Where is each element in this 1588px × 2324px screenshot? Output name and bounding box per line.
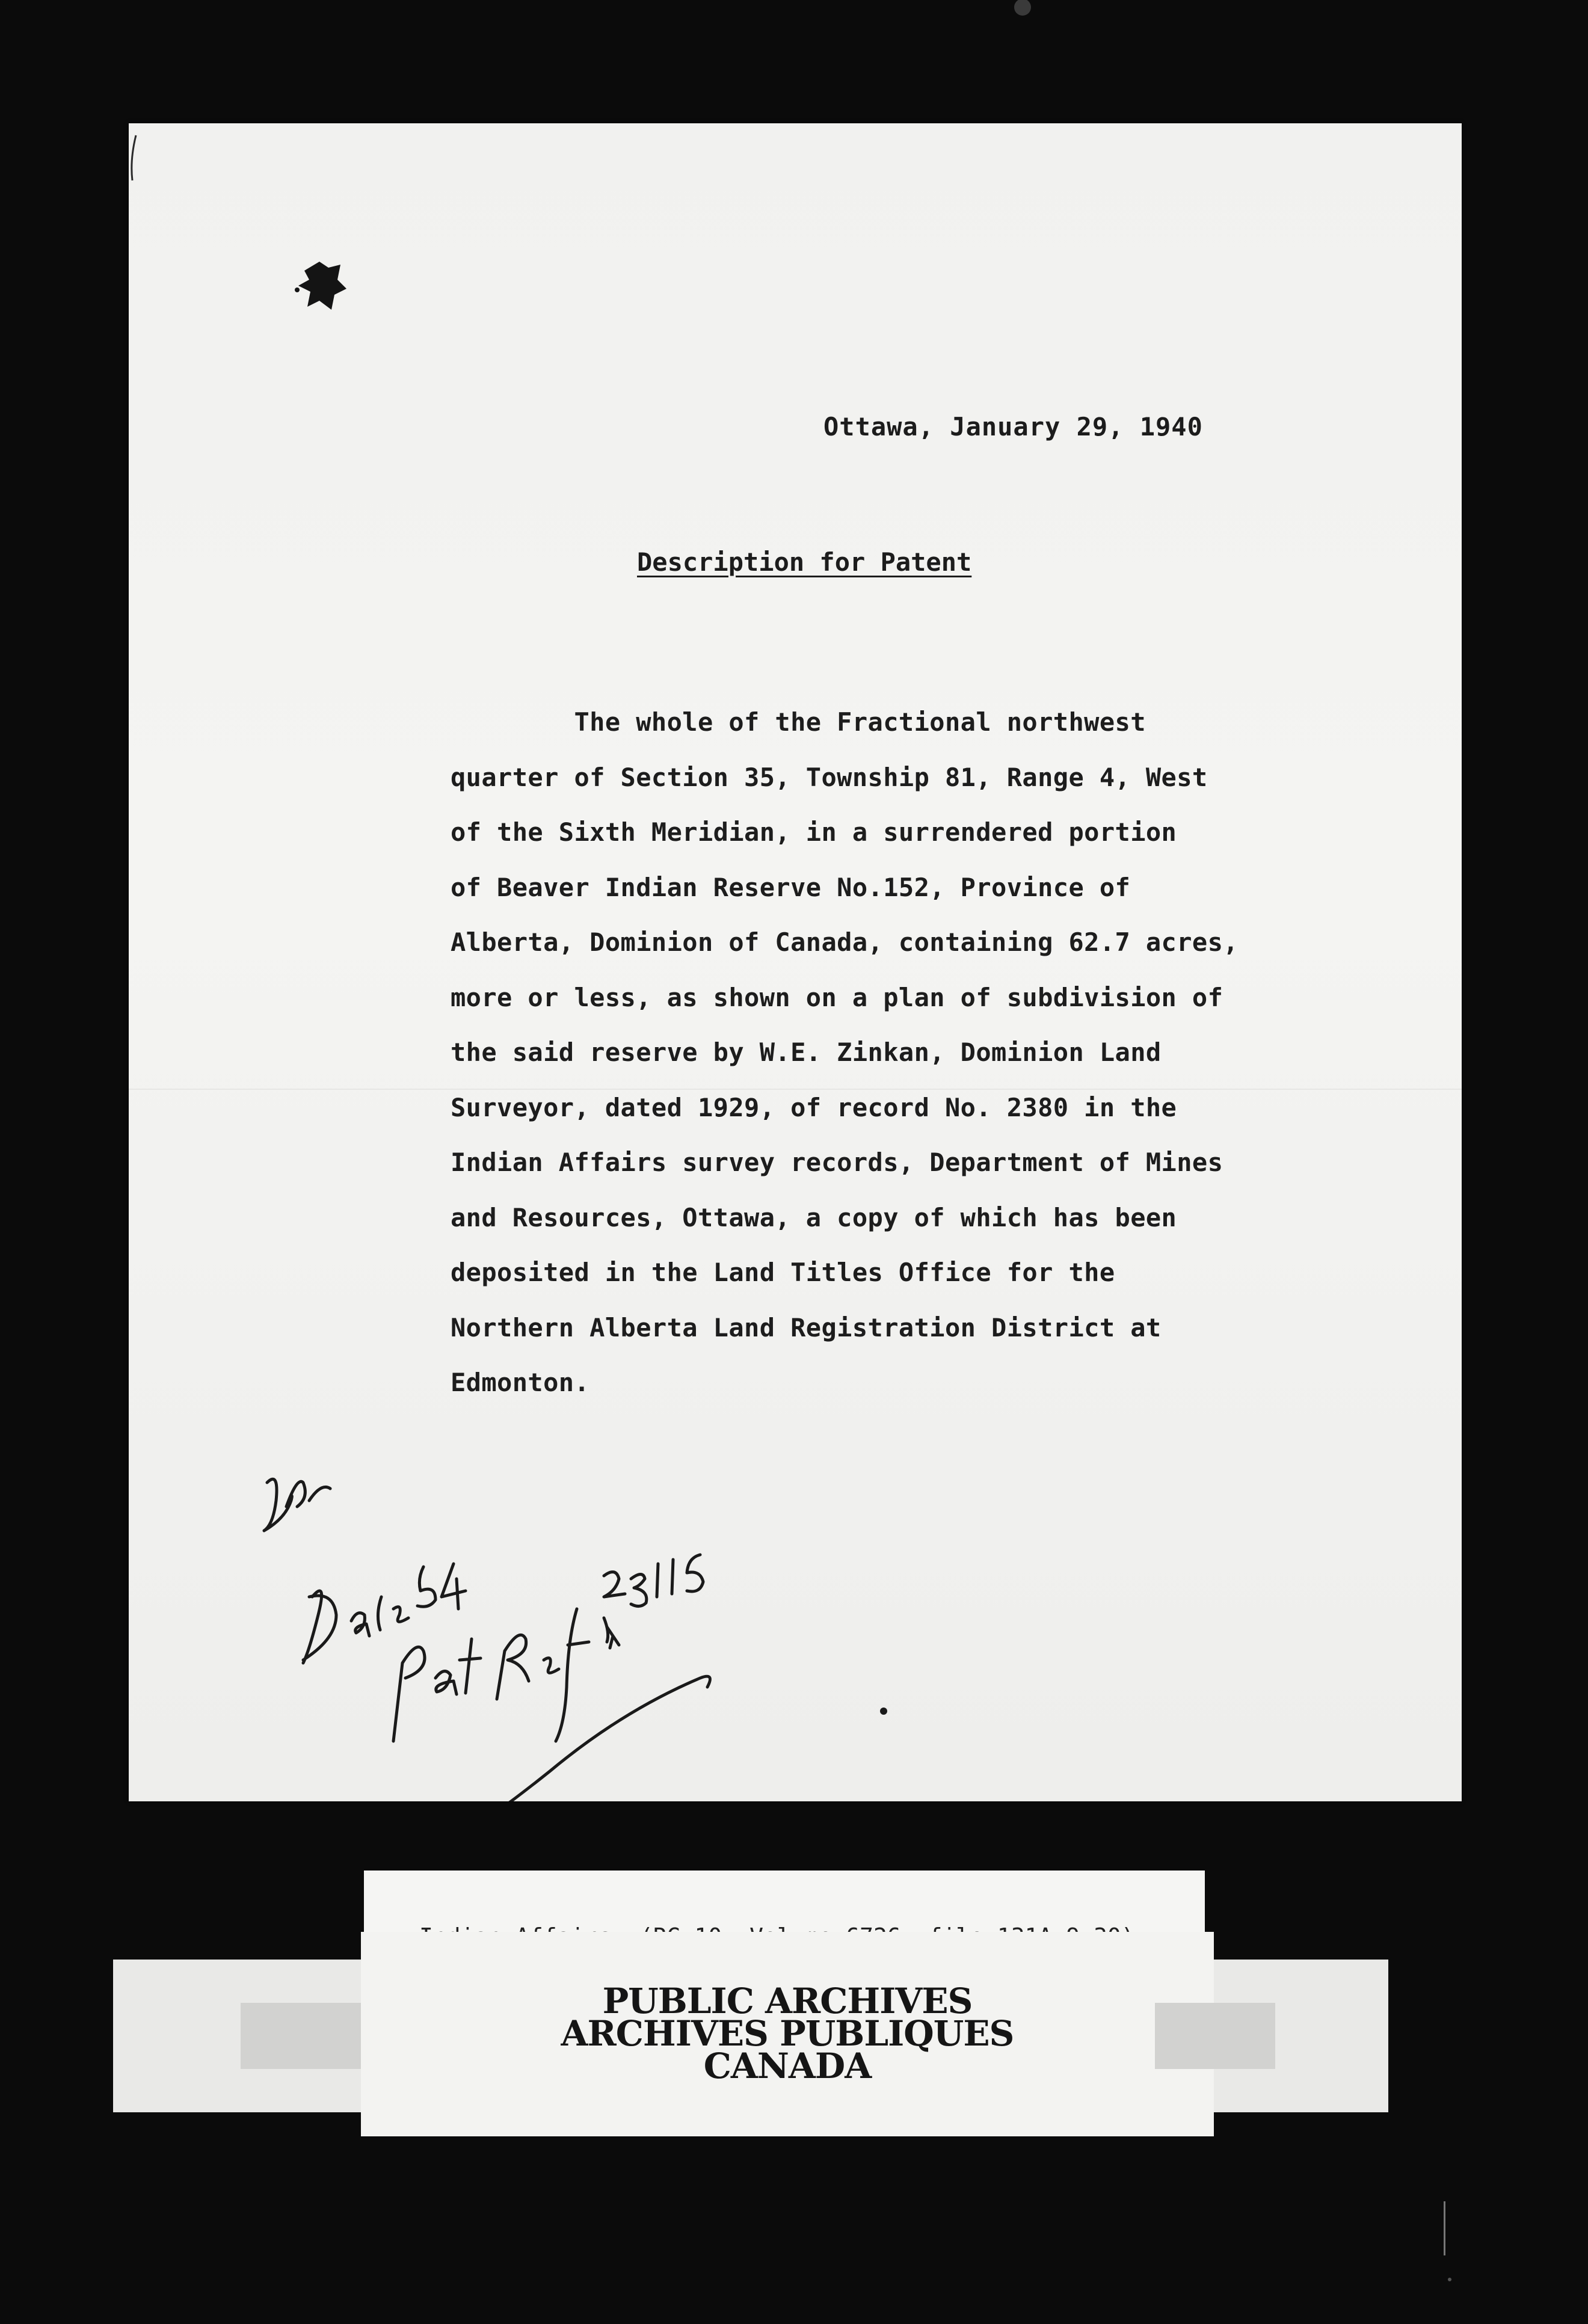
stamp-line-country: CANADA (703, 2046, 872, 2086)
body-line: The whole of the Fractional northwest (451, 707, 1146, 737)
body-line: of Beaver Indian Reserve No.152, Province of (451, 872, 1131, 902)
document-title: Description for Patent (637, 547, 972, 577)
body-line: Surveyor, dated 1929, of record No. 2380 in the (451, 1092, 1177, 1122)
body-line: and Resources, Ottawa, a copy of which has been (451, 1202, 1177, 1232)
ink-blot-mark (292, 253, 359, 319)
handwritten-initials-dpo (264, 1479, 330, 1531)
handwritten-underline-stroke (442, 1676, 710, 1801)
body-line: deposited in the Land Titles Office for the (451, 1258, 1115, 1287)
body-line: Indian Affairs survey records, Department of Mines (451, 1148, 1223, 1177)
tape-mark-left (241, 2003, 361, 2069)
body-line: Northern Alberta Land Registration District at (451, 1312, 1162, 1342)
handwritten-pat-ref-note (393, 1555, 703, 1741)
document-page (129, 123, 1462, 1801)
public-archives-stamp (361, 1981, 1214, 2086)
document-body (451, 695, 1239, 1410)
body-line: Edmonton. (451, 1368, 590, 1397)
body-line: more or less, as shown on a plan of subdivision of (451, 982, 1223, 1012)
document-dateline: Ottawa, January 29, 1940 (823, 412, 1203, 441)
body-line: of the Sixth Meridian, in a surrendered portion (451, 817, 1177, 847)
handwritten-sale-note (303, 1564, 466, 1663)
stamp-line-french: ARCHIVES PUBLIQUES (561, 2013, 1014, 2054)
stamp-line-english: PUBLIC ARCHIVES (602, 1981, 973, 2021)
body-line: quarter of Section 35, Township 81, Range 4, West (451, 762, 1208, 792)
body-line: the said reserve by W.E. Zinkan, Dominion Land (451, 1038, 1162, 1067)
body-line: Alberta, Dominion of Canada, containing 62.7 acres, (451, 927, 1239, 957)
